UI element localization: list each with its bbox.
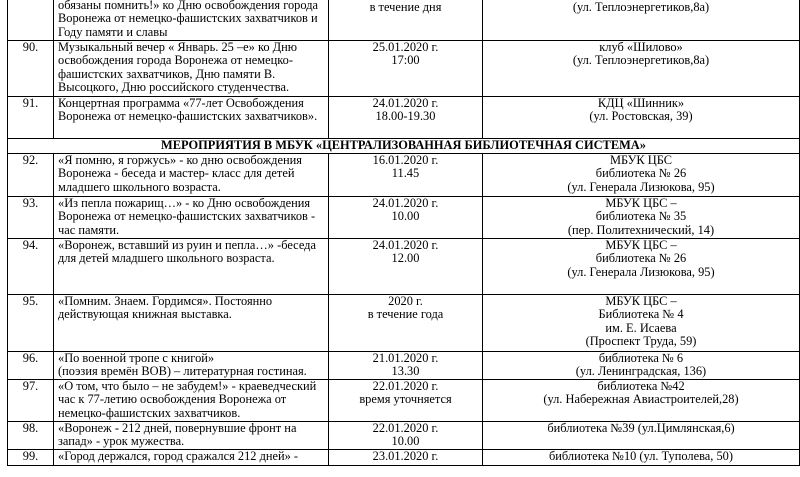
row-number: 95. bbox=[8, 295, 54, 352]
event-date: в течение дня bbox=[329, 0, 483, 41]
section-header-row bbox=[8, 139, 800, 154]
table-row bbox=[8, 295, 800, 352]
event-title: «Воронеж - 212 дней, повернувшие фронт на запад» - урок мужества. bbox=[54, 422, 329, 450]
event-place: МБУК ЦБС – библиотека № 35 (пер. Политехнический, 14) bbox=[483, 197, 800, 239]
row-number: 91. bbox=[8, 97, 54, 139]
event-date: 2020 г. в течение года bbox=[329, 295, 483, 352]
table-row bbox=[8, 41, 800, 97]
event-title: «Из пепла пожарищ…» - ко Дню освобождения Воронежа от немецко-фашистских захватчиков - час памяти. bbox=[54, 197, 329, 239]
event-date: 21.01.2020 г. 13.30 bbox=[329, 352, 483, 380]
table-row bbox=[8, 352, 800, 380]
event-title: «О том, что было – не забудем!» - краеведческий час к 77-летию освобождения Воронежа от немецко-фашистских захватчиков. bbox=[54, 380, 329, 422]
row-number: 92. bbox=[8, 154, 54, 197]
table-row bbox=[8, 197, 800, 239]
table-row bbox=[8, 380, 800, 422]
event-place: библиотека №39 (ул.Цимлянская,6) bbox=[483, 422, 800, 450]
row-number: 90. bbox=[8, 41, 54, 97]
event-title: «Город держался, город сражался 212 дней» - bbox=[54, 450, 329, 466]
row-number: 99. bbox=[8, 450, 54, 466]
row-number bbox=[8, 0, 54, 41]
event-date: 24.01.2020 г. 12.00 bbox=[329, 239, 483, 295]
table-row bbox=[8, 239, 800, 295]
table-row bbox=[8, 154, 800, 197]
event-place: библиотека №10 (ул. Туполева, 50) bbox=[483, 450, 800, 466]
event-title: «Помним. Знаем. Гордимся». Постоянно действующая книжная выставка. bbox=[54, 295, 329, 352]
event-date: 22.01.2020 г. 10.00 bbox=[329, 422, 483, 450]
table-row bbox=[8, 450, 800, 466]
document-page bbox=[7, 0, 799, 466]
row-number: 94. bbox=[8, 239, 54, 295]
event-title: Музыкальный вечер « Январь. 25 –е» ко Дню освобождения города Воронежа от немецко-фашистских захватчиков, Дню памяти В. Высоцкого, Дню российского студенчества. bbox=[54, 41, 329, 97]
event-title: «По военной тропе с книгой» (поэзия времён ВОВ) – литературная гостиная. bbox=[54, 352, 329, 380]
event-place: МБУК ЦБС – Библиотека № 4 им. Е. Исаева (Проспект Труда, 59) bbox=[483, 295, 800, 352]
event-date: 23.01.2020 г. bbox=[329, 450, 483, 466]
event-place: клуб «Шилово» (ул. Теплоэнергетиков,8а) bbox=[483, 41, 800, 97]
event-place: (ул. Теплоэнергетиков,8а) bbox=[483, 0, 800, 41]
event-date: 24.01.2020 г. 10.00 bbox=[329, 197, 483, 239]
event-place: КДЦ «Шинник» (ул. Ростовская, 39) bbox=[483, 97, 800, 139]
event-place: библиотека №42 (ул. Набережная Авиастроителей,28) bbox=[483, 380, 800, 422]
event-date: 24.01.2020 г. 18.00-19.30 bbox=[329, 97, 483, 139]
event-title: «Я помню, я горжусь» - ко дню освобождения Воронежа - беседа и мастер- класс для детей младшего школьного возраста. bbox=[54, 154, 329, 197]
event-title: Концертная программа «77-лет Освобождения Воронежа от немецко-фашистских захватчиков». bbox=[54, 97, 329, 139]
event-date: 25.01.2020 г. 17:00 bbox=[329, 41, 483, 97]
event-date: 22.01.2020 г. время уточняется bbox=[329, 380, 483, 422]
event-place: МБУК ЦБС библиотека № 26 (ул. Генерала Лизюкова, 95) bbox=[483, 154, 800, 197]
table-row bbox=[8, 0, 800, 41]
event-place: библиотека № 6 (ул. Ленинградская, 136) bbox=[483, 352, 800, 380]
event-place: МБУК ЦБС – библиотека № 26 (ул. Генерала Лизюкова, 95) bbox=[483, 239, 800, 295]
table-row bbox=[8, 97, 800, 139]
event-date: 16.01.2020 г. 11.45 bbox=[329, 154, 483, 197]
events-table bbox=[7, 0, 800, 466]
row-number: 93. bbox=[8, 197, 54, 239]
row-number: 97. bbox=[8, 380, 54, 422]
event-title: обязаны помнить!» ко Дню освобождения города Воронежа от немецко-фашистских захватчиков и Году памяти и славы bbox=[54, 0, 329, 41]
row-number: 98. bbox=[8, 422, 54, 450]
row-number: 96. bbox=[8, 352, 54, 380]
event-title: «Воронеж, вставший из руин и пепла…» -беседа для детей младшего школьного возраста. bbox=[54, 239, 329, 295]
section-title: МЕРОПРИЯТИЯ В МБУК «ЦЕНТРАЛИЗОВАННАЯ БИБЛИОТЕЧНАЯ СИСТЕМА» bbox=[8, 139, 800, 154]
table-row bbox=[8, 422, 800, 450]
